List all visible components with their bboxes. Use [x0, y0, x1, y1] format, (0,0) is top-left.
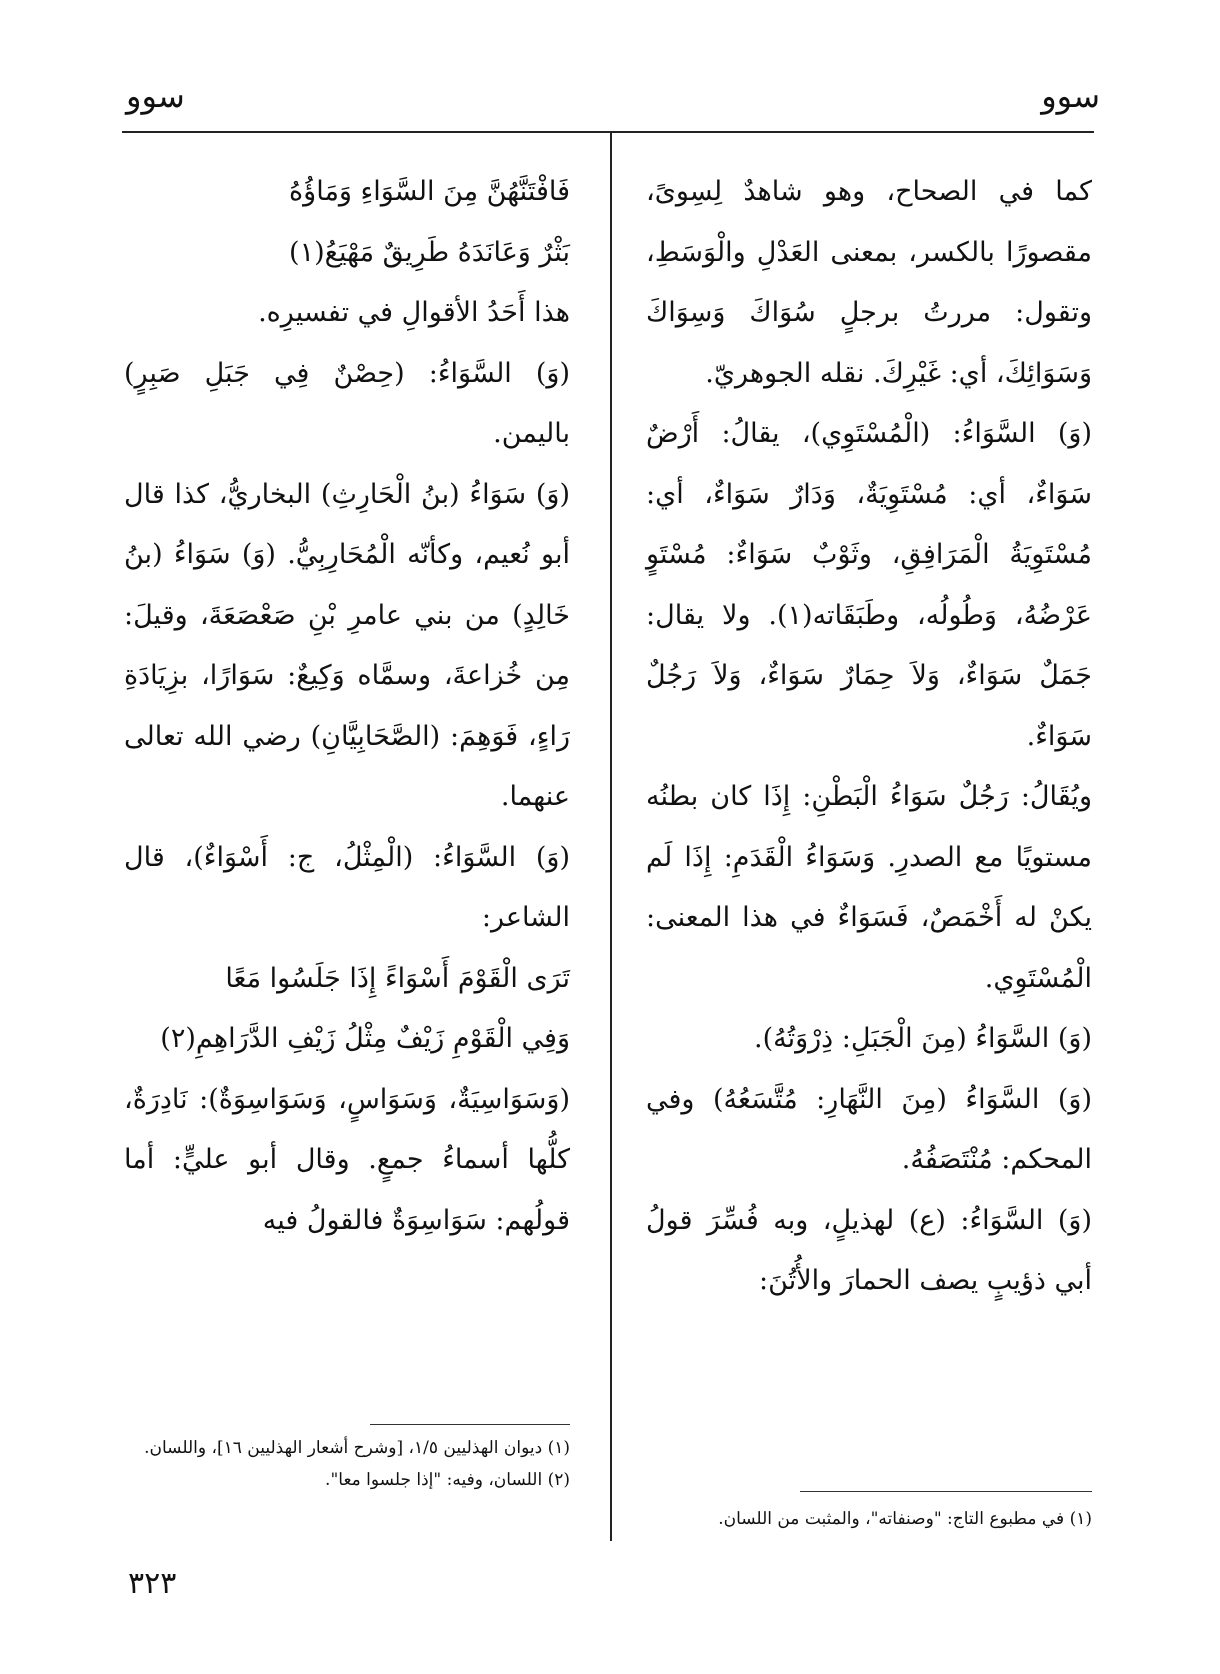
left-column: [124, 162, 570, 1251]
paragraph: (وَ) السَّوَاءُ (مِنَ الْجَبَلِ: ذِرْوَتُهُ).: [753, 1023, 1092, 1054]
footnote: (١) ديوان الهذليين ١/٥، [وشرح أشعار الهذليين ١٦]، واللسان.: [144, 1438, 570, 1458]
running-head-left: سوو: [126, 77, 185, 115]
footnote-rule: [800, 1491, 1092, 1492]
paragraph: (وَسَوَاسِيَةٌ، وَسَوَاسٍ، وَسَوَاسِوَةٌ): نَادِرَةٌ، كلُّها أسماءُ جمعٍ. وقال أبو عليٍّ: أما قولُهم: سَوَاسِوَةٌ فالقولُ فيه: [124, 1083, 570, 1236]
right-column: [646, 162, 1092, 1312]
paragraph: هذا أَحَدُ الأقوالِ في تفسيرِه.: [258, 297, 570, 328]
verse-line: تَرَى الْقَوْمَ أَسْوَاءً إِذَا جَلَسُوا مَعًا: [225, 962, 570, 994]
paragraph: (وَ) سَوَاءُ (بنُ الْحَارِثِ) البخاريُّ، كذا قال أبو نُعيم، وكأنّه الْمُحَارِبِيُّ. (وَ) سَوَاءُ (بنُ خَالِدٍ) من بني عامرِ بْنِ صَعْصَعَةَ، وقيلَ: مِن خُزاعةَ، وسمَّاه وَكِيعٌ: سَوَارًا، بزِيَادَةِ رَاءٍ، فَوَهِمَ: (الصَّحَابِيَّانِ) رضي الله تعالى عنهما.: [124, 478, 570, 812]
page-number: ٣٢٣: [128, 1566, 177, 1601]
verse-line: فَافْتَنَّهُنَّ مِنَ السَّوَاءِ وَمَاؤُهُ: [289, 176, 570, 207]
running-head-right: سوو: [1041, 77, 1100, 115]
footnotes-right: [646, 1503, 1092, 1535]
footnote: (١) في مطبوع التاج: "وصنفاته"، والمثبت من اللسان.: [718, 1509, 1092, 1529]
paragraph: (وَ) السَّوَاءُ: (الْمِثْلُ، ج: أَسْوَاءٌ)، قال الشاعر:: [124, 841, 570, 933]
paragraph: ويُقَالُ: رَجُلٌ سَوَاءُ الْبَطْنِ: إِذَا كان بطنُه مستويًا مع الصدرِ. وَسَوَاءُ الْقَدَمِ: إِذَا لَم يكنْ له أَخْمَصٌ، فَسَوَاءٌ في هذا المعنى: الْمُسْتَوِي.: [646, 781, 1092, 994]
footnote-rule: [370, 1424, 570, 1425]
footnote: (٢) اللسان، وفيه: "إذا جلسوا معا".: [325, 1470, 570, 1490]
column-divider: [610, 133, 612, 1541]
paragraph: (وَ) السَّوَاءُ: (حِصْنٌ فِي جَبَلِ صَبِرٍ) باليمن.: [124, 357, 570, 449]
paragraph: (وَ) السَّوَاءُ (مِنَ النَّهَارِ: مُتَّسَعُهُ) وفي المحكم: مُنْتَصَفُهُ.: [646, 1083, 1092, 1175]
paragraph: (وَ) السَّوَاءُ: (ع) لهذيلٍ، وبه فُسِّرَ قولُ أبي ذؤيبٍ يصف الحمارَ والأُتُنَ:: [646, 1204, 1092, 1296]
header-rule: [122, 131, 1094, 133]
paragraph: كما في الصحاح، وهو شاهدٌ لِسِوىً، مقصورًا بالكسر، بمعنى العَدْلِ والْوَسَطِ، وتقول: مررتُ برجلٍ سُوَاكَ وَسِوَاكَ وَسَوَائِكَ، أي: غَيْرِكَ. نقله الجوهريّ.: [646, 176, 1092, 389]
footnotes-left: [124, 1432, 570, 1496]
paragraph: (وَ) السَّوَاءُ: (الْمُسْتَوِي)، يقالُ: أَرْضٌ سَوَاءٌ، أي: مُسْتَوِيَةٌ، وَدَارٌ سَوَاءٌ، أي: مُسْتَوِيَةُ الْمَرَافِقِ، وثَوْبٌ سَوَاءٌ: مُسْتَوٍ عَرْضُهُ، وَطُولُه، وطَبَقَاته(١). ولا يقال: جَمَلٌ سَوَاءٌ، وَلاَ حِمَارٌ سَوَاءٌ، وَلاَ رَجُلٌ سَوَاءٌ.: [646, 418, 1092, 752]
verse-line: وَفِي الْقَوْمِ زَيْفٌ مِثْلُ زَيْفِ الدَّرَاهِمِ(٢): [160, 1023, 570, 1054]
verse-line: بَثْرٌ وَعَانَدَهُ طَرِيقٌ مَهْيَعُ(١): [289, 236, 570, 268]
